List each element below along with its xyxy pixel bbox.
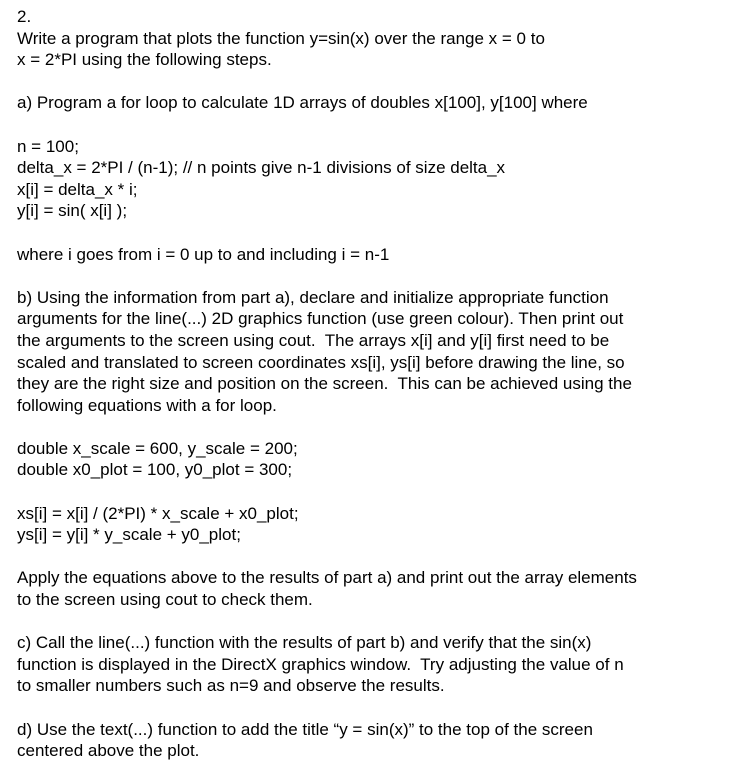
part-b-paragraph-line: the arguments to the screen using cout. The arrays x[i] and y[i] first need to be <box>17 330 610 350</box>
part-c-line: function is displayed in the DirectX graphics window. Try adjusting the value of n <box>17 654 624 674</box>
part-b-equation: ys[i] = y[i] * y_scale + y0_plot; <box>17 525 241 545</box>
part-b-paragraph-line: b) Using the information from part a), declare and initialize appropriate function <box>17 287 609 307</box>
part-a-heading: a) Program a for loop to calculate 1D arrays of doubles x[100], y[100] where <box>17 93 588 113</box>
spacer <box>17 222 732 244</box>
part-a-code-line: y[i] = sin( x[i] ); <box>17 201 128 221</box>
spacer <box>17 697 732 719</box>
problem-number: 2. <box>17 7 32 26</box>
spacer <box>17 265 732 287</box>
part-a-code-line: n = 100; <box>17 136 79 156</box>
part-b-paragraph-line: scaled and translated to screen coordinates xs[i], ys[i] before drawing the line, so <box>17 352 625 372</box>
spacer <box>17 611 732 633</box>
spacer <box>17 71 732 93</box>
part-b-equation: xs[i] = x[i] / (2*PI) * x_scale + x0_plot; <box>17 503 299 523</box>
part-a-code-line: x[i] = delta_x * i; <box>17 179 138 199</box>
spacer <box>17 114 732 136</box>
spacer <box>17 416 732 438</box>
part-b-declaration: double x_scale = 600, y_scale = 200; <box>17 438 298 458</box>
intro-line-2: x = 2*PI using the following steps. <box>17 50 272 70</box>
part-b-paragraph-line: they are the right size and position on the screen. This can be achieved using the <box>17 374 632 394</box>
part-c-line: to smaller numbers such as n=9 and observe the results. <box>17 676 445 696</box>
part-d-line: centered above the plot. <box>17 741 200 761</box>
part-d-line: d) Use the text(...) function to add the title “y = sin(x)” to the top of the screen <box>17 719 593 739</box>
part-b-apply-line: Apply the equations above to the results of part a) and print out the array elements <box>17 568 637 588</box>
intro-line-1: Write a program that plots the function y=sin(x) over the range x = 0 to <box>17 28 545 48</box>
part-b-paragraph-line: arguments for the line(...) 2D graphics function (use green colour). Then print out <box>17 309 624 329</box>
part-a-code-line: delta_x = 2*PI / (n-1); // n points give n-1 divisions of size delta_x <box>17 158 506 178</box>
assignment-document <box>17 6 732 762</box>
part-b-paragraph-line: following equations with a for loop. <box>17 395 277 415</box>
part-c-line: c) Call the line(...) function with the results of part b) and verify that the sin(x) <box>17 633 592 653</box>
spacer <box>17 481 732 503</box>
spacer <box>17 546 732 568</box>
part-b-apply-line: to the screen using cout to check them. <box>17 590 313 610</box>
part-a-note: where i goes from i = 0 up to and including i = n-1 <box>17 244 390 264</box>
part-b-declaration: double x0_plot = 100, y0_plot = 300; <box>17 460 293 480</box>
